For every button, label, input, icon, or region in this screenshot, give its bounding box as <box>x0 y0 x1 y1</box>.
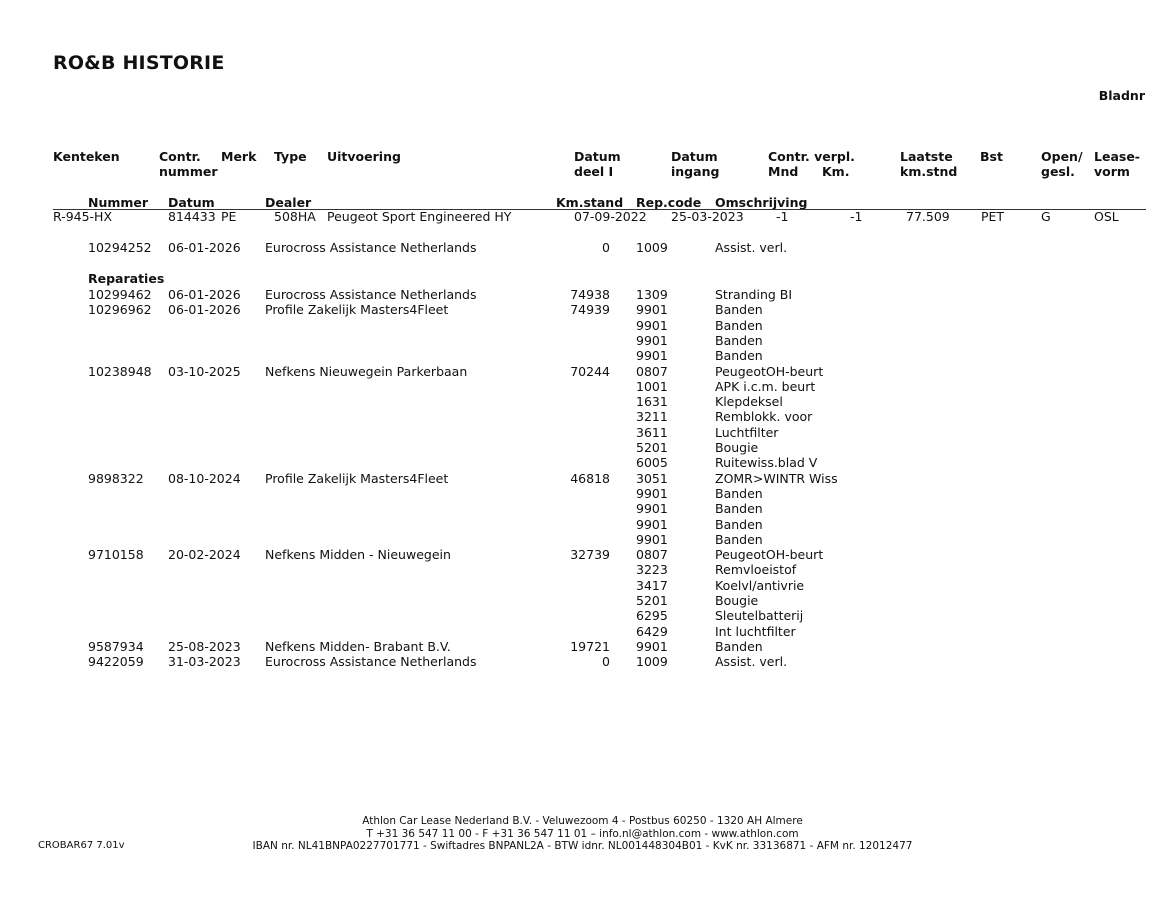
repair-kmstand: 74938 <box>570 287 610 302</box>
repair-dealer: Nefkens Midden - Nieuwegein <box>265 547 451 563</box>
vehicle-datum-deel: 07-09-2022 <box>574 209 647 224</box>
repair-nummer: 10299462 <box>88 287 152 302</box>
repair-datum: 06-01-2026 <box>168 302 241 318</box>
assist-omschrijving: Assist. verl. <box>715 240 788 255</box>
header-datum-deel-l2: deel I <box>574 164 614 179</box>
repair-omschrijving: Remblokk. voor <box>715 409 813 425</box>
vehicle-type: 508HA <box>274 209 316 224</box>
repair-nummer: 10296962 <box>88 302 152 318</box>
header-open-l2: gesl. <box>1041 164 1075 179</box>
repair-datum: 06-01-2026 <box>168 287 241 302</box>
header-merk: Merk <box>221 149 257 164</box>
repair-nummer: 9587934 <box>88 638 144 654</box>
repair-code: 1009 <box>636 654 668 670</box>
repair-nummer: 9898322 <box>88 470 144 486</box>
repair-omschrijving: Sleutelbatterij <box>715 608 804 624</box>
repair-kmstand: 74939 <box>570 302 610 318</box>
repair-omschrijving: ZOMR>WINTR Wiss <box>715 470 838 486</box>
repair-omschrijving: Int luchtfilter <box>715 623 796 639</box>
vehicle-bst: PET <box>981 209 1005 224</box>
vehicle-km: -1 <box>850 209 863 224</box>
header-lease-l1: Lease- <box>1094 149 1140 164</box>
repair-datum: 20-02-2024 <box>168 547 241 563</box>
assist-kmstand: 0 <box>602 240 610 255</box>
repair-dealer: Eurocross Assistance Netherlands <box>265 287 477 302</box>
header-bst: Bst <box>980 149 1003 164</box>
repair-dealer: Nefkens Nieuwegein Parkerbaan <box>265 363 468 379</box>
repair-code: 0807 <box>636 547 668 563</box>
header-datum: Datum <box>168 195 215 210</box>
vehicle-kenteken: R-945-HX <box>53 209 113 224</box>
repair-omschrijving: Ruitewiss.blad V <box>715 455 818 471</box>
assist-datum: 06-01-2026 <box>168 240 241 255</box>
repair-code: 5201 <box>636 593 668 608</box>
repair-omschrijving: Bougie <box>715 593 759 608</box>
footer-bank: IBAN nr. NL41BNPA0227701771 - Swiftadres BNPANL2A - BTW idnr. NL001448304B01 - KvK nr. 33136871 - AFM nr. 12012477 <box>252 840 913 852</box>
repair-omschrijving: Bougie <box>715 440 759 455</box>
header-uitvoering: Uitvoering <box>327 149 401 164</box>
repair-code: 0807 <box>636 363 668 379</box>
header-mnd: Mnd <box>768 164 799 179</box>
repair-code: 9901 <box>636 317 668 333</box>
header-dealer: Dealer <box>265 195 312 210</box>
repair-kmstand: 19721 <box>570 638 610 654</box>
repair-code: 5201 <box>636 440 668 455</box>
vehicle-laatste-km: 77.509 <box>906 209 950 224</box>
repair-code: 9901 <box>636 501 668 517</box>
repair-code: 6005 <box>636 455 668 471</box>
vehicle-contract: 814433 <box>168 209 216 224</box>
repair-code: 3211 <box>636 409 668 425</box>
header-datum-ingang-l1: Datum <box>671 149 718 164</box>
repair-kmstand: 46818 <box>570 470 610 486</box>
repair-omschrijving: APK i.c.m. beurt <box>715 378 816 394</box>
vehicle-open: G <box>1041 209 1051 224</box>
repair-nummer: 10238948 <box>88 363 152 379</box>
repair-omschrijving: PeugeotOH-beurt <box>715 547 824 563</box>
header-type: Type <box>274 149 307 164</box>
repair-dealer: Profile Zakelijk Masters4Fleet <box>265 470 449 486</box>
header-contract-l2: nummer <box>159 164 218 179</box>
repair-omschrijving: Banden <box>715 302 763 318</box>
vehicle-uitvoering: Peugeot Sport Engineered HY <box>327 209 512 224</box>
repair-code: 1309 <box>636 287 668 302</box>
vehicle-merk: PE <box>221 209 237 224</box>
repair-omschrijving: Banden <box>715 485 763 501</box>
header-km: Km. <box>822 164 850 179</box>
bladnr-label: Bladnr <box>1098 88 1145 103</box>
repair-omschrijving: Banden <box>715 638 763 654</box>
repair-nummer: 9422059 <box>88 654 144 670</box>
repair-datum: 25-08-2023 <box>168 638 241 654</box>
reparaties-heading: Reparaties <box>88 271 165 286</box>
repair-code: 1631 <box>636 394 668 410</box>
repair-code: 9901 <box>636 332 668 348</box>
repair-dealer: Profile Zakelijk Masters4Fleet <box>265 302 449 318</box>
header-datum-ingang-l2: ingang <box>671 164 720 179</box>
repair-kmstand: 0 <box>602 654 610 670</box>
repair-code: 6295 <box>636 608 668 624</box>
repair-datum: 31-03-2023 <box>168 654 241 670</box>
repair-datum: 03-10-2025 <box>168 363 241 379</box>
header-omschrijving: Omschrijving <box>715 195 808 210</box>
repair-code: 3611 <box>636 424 668 440</box>
repair-omschrijving: Stranding BI <box>715 287 793 302</box>
header-nummer: Nummer <box>88 195 149 210</box>
repair-code: 3223 <box>636 562 668 578</box>
repair-code: 9901 <box>636 302 668 318</box>
repair-omschrijving: Banden <box>715 516 763 532</box>
repair-omschrijving: Assist. verl. <box>715 654 788 670</box>
header-contract-l1: Contr. <box>159 149 201 164</box>
assist-dealer: Eurocross Assistance Netherlands <box>265 240 477 255</box>
repair-omschrijving: Banden <box>715 332 763 348</box>
repair-code: 9901 <box>636 638 668 654</box>
header-contr-verpl: Contr. verpl. <box>768 149 855 164</box>
repair-code: 3051 <box>636 470 668 486</box>
repair-omschrijving: Banden <box>715 531 763 547</box>
repair-code: 9901 <box>636 516 668 532</box>
repair-omschrijving: PeugeotOH-beurt <box>715 363 824 379</box>
footer-address: Athlon Car Lease Nederland B.V. - Veluwezoom 4 - Postbus 60250 - 1320 AH Almere <box>362 815 803 827</box>
repair-omschrijving: Klepdeksel <box>715 394 783 410</box>
repair-omschrijving: Remvloeistof <box>715 562 797 578</box>
vehicle-datum-ingang: 25-03-2023 <box>671 209 744 224</box>
assist-code: 1009 <box>636 240 668 255</box>
page-title: RO&B HISTORIE <box>53 52 225 74</box>
header-kmstand: Km.stand <box>556 195 624 210</box>
repair-omschrijving: Banden <box>715 317 763 333</box>
repair-omschrijving: Luchtfilter <box>715 424 779 440</box>
form-code: CROBAR67 7.01v <box>38 840 125 851</box>
repair-code: 3417 <box>636 577 668 593</box>
header-lease-l2: vorm <box>1094 164 1130 179</box>
header-repcode: Rep.code <box>636 195 702 210</box>
footer-contact: T +31 36 547 11 00 - F +31 36 547 11 01 – info.nl@athlon.com - www.athlon.com <box>366 828 799 840</box>
header-datum-deel-l1: Datum <box>574 149 621 164</box>
repair-code: 9901 <box>636 348 668 364</box>
repair-nummer: 9710158 <box>88 547 144 563</box>
repair-code: 1001 <box>636 378 668 394</box>
repair-kmstand: 70244 <box>570 363 610 379</box>
repair-omschrijving: Banden <box>715 501 763 517</box>
header-laatste-l2: km.stnd <box>900 164 958 179</box>
assist-nummer: 10294252 <box>88 240 152 255</box>
header-laatste-l1: Laatste <box>900 149 953 164</box>
repair-omschrijving: Banden <box>715 348 763 364</box>
vehicle-mnd: -1 <box>776 209 789 224</box>
repair-code: 9901 <box>636 485 668 501</box>
repair-datum: 08-10-2024 <box>168 470 241 486</box>
header-open-l1: Open/ <box>1041 149 1083 164</box>
repair-kmstand: 32739 <box>570 547 610 563</box>
repair-omschrijving: Koelvl/antivrie <box>715 577 805 593</box>
repair-dealer: Eurocross Assistance Netherlands <box>265 654 477 670</box>
repair-code: 9901 <box>636 531 668 547</box>
repair-dealer: Nefkens Midden- Brabant B.V. <box>265 638 451 654</box>
repair-code: 6429 <box>636 623 668 639</box>
vehicle-lease: OSL <box>1094 209 1119 224</box>
header-kenteken: Kenteken <box>53 149 120 164</box>
